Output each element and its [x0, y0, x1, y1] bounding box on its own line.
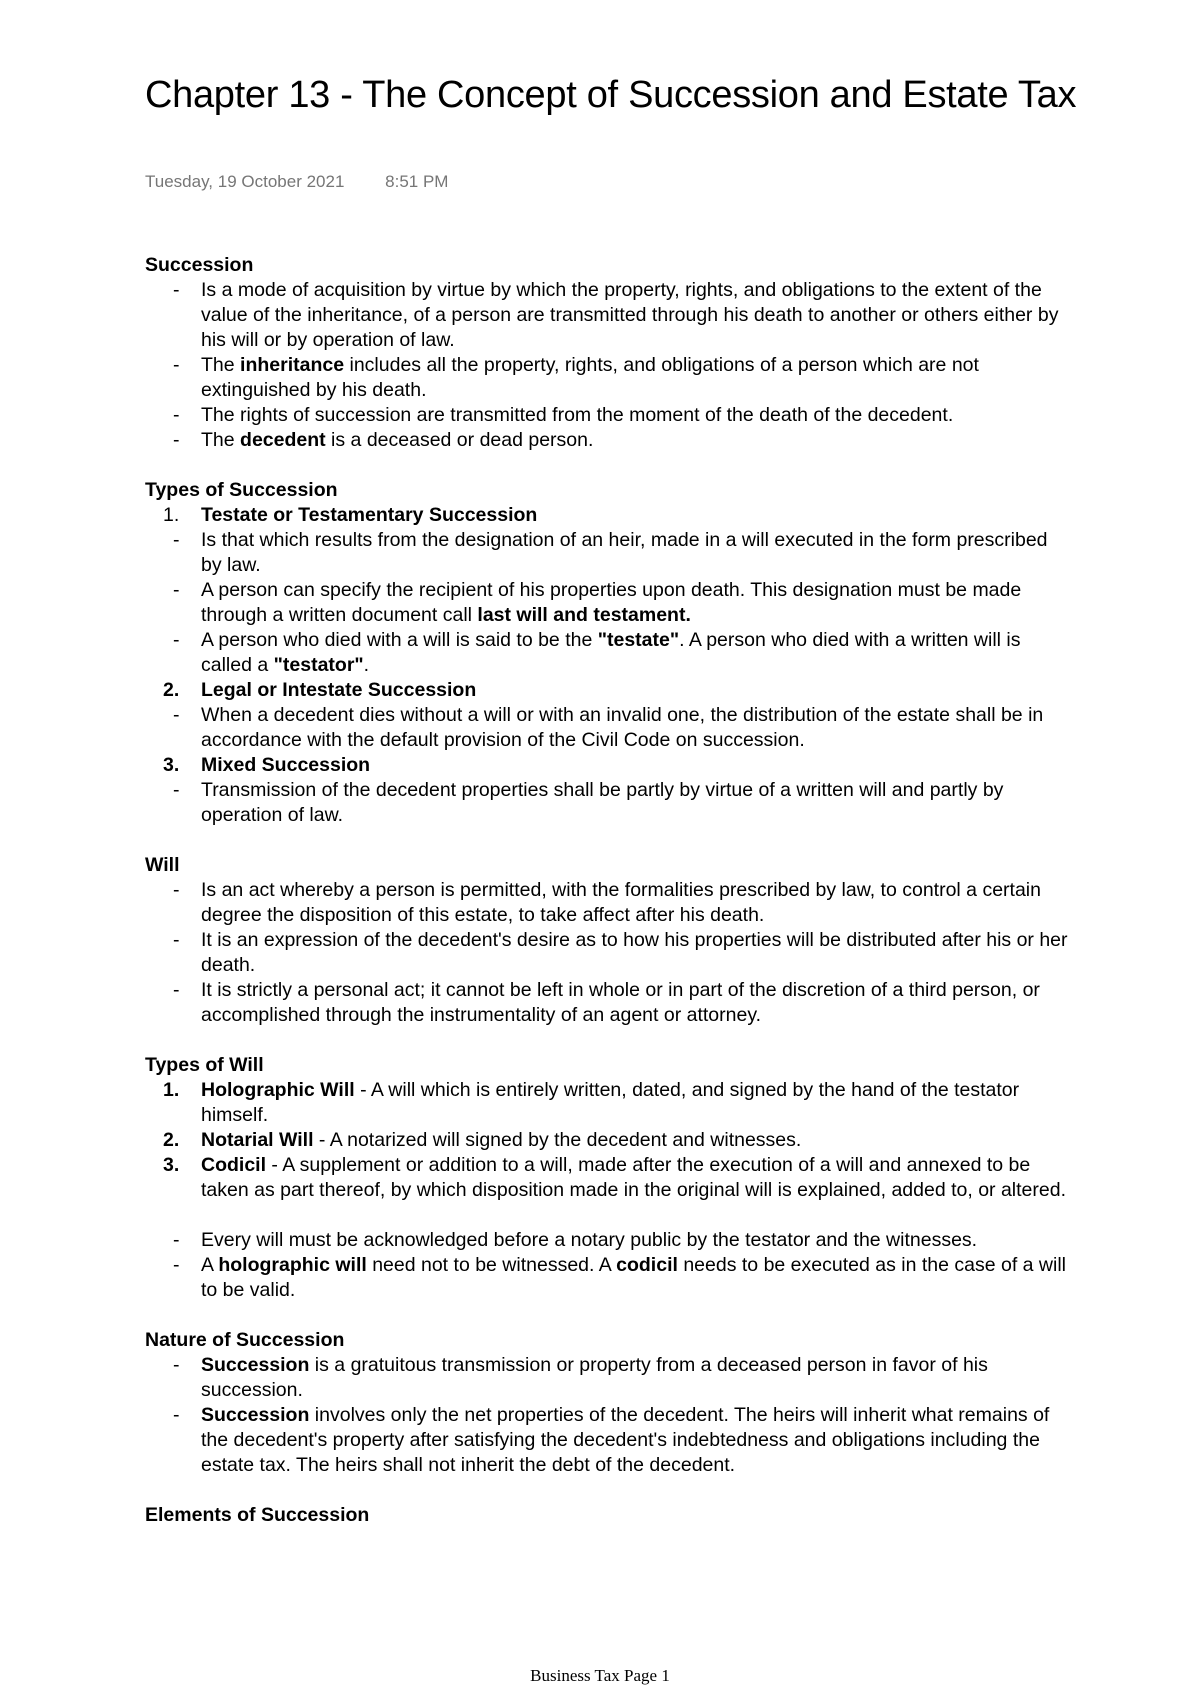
list-item: - Succession is a gratuitous transmission or property from a deceased person in favor of his succession. [173, 1354, 988, 1401]
section-types-of-succession [145, 478, 1070, 828]
number-marker: 2. [163, 679, 180, 701]
dash-marker: - [173, 354, 180, 376]
page-content [145, 253, 1070, 1553]
section-types-of-will [145, 1053, 1070, 1303]
number-marker: 1. [163, 1079, 180, 1101]
list-item: - Transmission of the decedent properties shall be partly by virtue of a written will and partly by operation of law. [173, 779, 1004, 826]
numbered-item [145, 753, 1070, 778]
list-item: - When a decedent dies without a will or with an invalid one, the distribution of the estate shall be in accordance with the default provision of the Civil Code on succession. [173, 704, 1044, 751]
section-heading: Succession [145, 254, 254, 276]
section-nature-of-succession [145, 1328, 1070, 1478]
item-label: Testate or Testamentary Succession [201, 504, 538, 526]
dash-marker: - [173, 704, 180, 726]
numbered-item: 2. Notarial Will - A notarized will signed by the decedent and witnesses. [163, 1129, 802, 1151]
dash-marker: - [173, 1254, 180, 1276]
numbered-item: 3. Codicil - A supplement or addition to a will, made after the execution of a will and annexed to be taken as part thereof, by which disposition made in the original will is explained, added to, or altered. [163, 1154, 1066, 1201]
list-item: - Is that which results from the designation of an heir, made in a will executed in the form prescribed by law. [173, 529, 1048, 576]
dash-marker: - [173, 429, 180, 451]
page-time: 8:51 PM [385, 172, 449, 191]
section-will [145, 853, 1070, 1028]
item-label: Legal or Intestate Succession [201, 679, 477, 701]
numbered-item [145, 678, 1070, 703]
list-item [145, 278, 1070, 353]
list-item: - A holographic will need not to be witnessed. A codicil needs to be executed as in the case of a will to be valid. [173, 1254, 1066, 1301]
list-item: - The decedent is a deceased or dead person. [173, 429, 594, 451]
spacer [145, 1203, 1070, 1228]
dash-marker: - [173, 1404, 180, 1426]
page-date: Tuesday, 19 October 2021 [145, 172, 345, 191]
dash-marker: - [173, 879, 180, 901]
dash-marker: - [173, 1354, 180, 1376]
page-meta [145, 172, 448, 192]
list-item: - It is strictly a personal act; it cannot be left in whole or in part of the discretion of a third person, or accomplished through the instrumentality of an agent or attorney. [173, 979, 1040, 1026]
number-marker: 3. [163, 1154, 180, 1176]
dash-marker: - [173, 629, 180, 651]
list-item: - Is an act whereby a person is permitted, with the formalities prescribed by law, to control a certain degree the disposition of this estate, to take affect after his death. [173, 879, 1041, 926]
number-marker: 2. [163, 1129, 180, 1151]
section-succession [145, 253, 1070, 453]
term-decedent: decedent [240, 429, 326, 451]
dash-marker: - [173, 979, 180, 1001]
dash-list [145, 278, 1070, 453]
dash-marker: - [173, 279, 180, 301]
list-item: - Every will must be acknowledged before a notary public by the testator and the witnesses. [173, 1229, 978, 1251]
section-elements-of-succession [145, 1503, 1070, 1528]
section-heading: Types of Will [145, 1054, 264, 1076]
list-item: - A person can specify the recipient of his properties upon death. This designation must be made through a written document call last will and testament. [173, 579, 1022, 626]
page-title: Chapter 13 - The Concept of Succession and Estate Tax [145, 74, 1077, 116]
term-inheritance: inheritance [240, 354, 345, 376]
section-heading: Elements of Succession [145, 1504, 370, 1526]
list-item: - It is an expression of the decedent's desire as to how his properties will be distributed after his or her death. [173, 929, 1068, 976]
number-marker: 3. [163, 754, 180, 776]
item-label: Mixed Succession [201, 754, 371, 776]
dash-marker: - [173, 529, 180, 551]
number-marker: 1. [163, 504, 180, 526]
dash-marker: - [173, 579, 180, 601]
list-item: - A person who died with a will is said to be the "testate". A person who died with a written will is called a "testator". [173, 629, 1021, 676]
section-heading: Types of Succession [145, 479, 338, 501]
list-text: The rights of succession are transmitted from the moment of the death of the decedent. [201, 404, 954, 426]
list-item [145, 403, 1070, 428]
section-heading: Will [145, 854, 180, 876]
dash-marker: - [173, 1229, 180, 1251]
list-item: - Succession involves only the net properties of the decedent. The heirs will inherit what remains of the decedent's property after satisfying the decedent's indebtedness and obligations including the estate tax. The heirs shall not inherit the debt of the decedent. [173, 1404, 1050, 1476]
numbered-item: 1. Holographic Will - A will which is entirely written, dated, and signed by the hand of the testator himself. [163, 1079, 1020, 1126]
page-footer: Business Tax Page 1 [530, 1666, 670, 1685]
section-heading: Nature of Succession [145, 1329, 345, 1351]
numbered-item [145, 503, 1070, 528]
dash-marker: - [173, 779, 180, 801]
list-item: - The inheritance includes all the property, rights, and obligations of a person which are not extinguished by his death. [173, 354, 979, 401]
dash-marker: - [173, 929, 180, 951]
list-text: Is a mode of acquisition by virtue by which the property, rights, and obligations to the extent of the value of the inheritance, of a person are transmitted through his death to another or others either by his will or by operation of law. [201, 279, 1059, 351]
dash-marker: - [173, 404, 180, 426]
